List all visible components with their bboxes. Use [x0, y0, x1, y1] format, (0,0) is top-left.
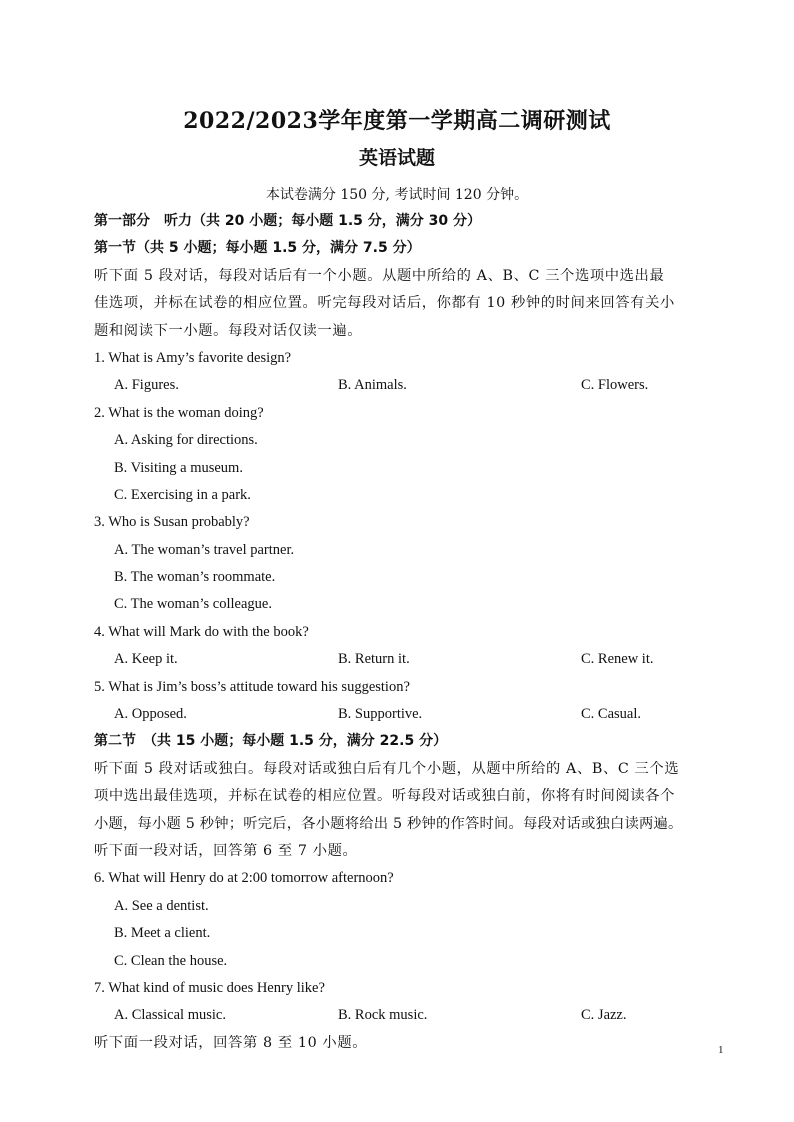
option-b[interactable]: B. The woman’s roommate. — [114, 569, 276, 586]
option-b[interactable]: B. Return it. — [338, 651, 410, 668]
section1-heading: 第一节（共 5 小题；每小题 1.5 分，满分 7.5 分） — [94, 240, 421, 257]
option-a[interactable]: A. Keep it. — [114, 651, 178, 668]
page-number: 1 — [718, 1044, 724, 1056]
option-c[interactable]: C. Renew it. — [581, 651, 654, 668]
section1-instruction-line: 听下面 5 段对话，每段对话后有一个小题。从题中所给的 A、B、C 三个选项中选出最 — [94, 267, 665, 284]
option-b[interactable]: B. Visiting a museum. — [114, 459, 243, 476]
option-c[interactable]: C. Flowers. — [581, 377, 649, 394]
exam-subtitle: 英语试题 — [358, 147, 435, 169]
option-a[interactable]: A. Classical music. — [114, 1007, 226, 1024]
question-7: 7. What kind of music does Henry like? — [94, 979, 325, 996]
question-5: 5. What is Jim’s boss’s attitude toward his suggestion? — [94, 678, 410, 695]
section2-heading: 第二节 （共 15 小题；每小题 1.5 分，满分 22.5 分） — [94, 733, 448, 750]
option-a[interactable]: A. Asking for directions. — [114, 432, 258, 449]
exam-content — [94, 208, 718, 1057]
option-a[interactable]: A. See a dentist. — [114, 897, 209, 914]
section2-instruction-line: 听下面 5 段对话或独白。每段对话或独白后有几个小题，从题中所给的 A、B、C 三个选 — [94, 760, 680, 777]
question-4: 4. What will Mark do with the book? — [94, 623, 309, 640]
option-c[interactable]: C. Jazz. — [581, 1007, 627, 1024]
option-c[interactable]: C. Exercising in a park. — [114, 486, 251, 503]
section2-instruction-line: 项中选出最佳选项，并标在试卷的相应位置。听每段对话或独白前，你将有时间阅读各个 — [94, 788, 675, 805]
part1-heading: 第一部分 听力（共 20 小题；每小题 1.5 分，满分 30 分） — [94, 213, 482, 229]
question-5-options — [94, 701, 718, 728]
section1-instruction-line: 佳选项，并标在试卷的相应位置。听完每段对话后，你都有 10 秒钟的时间来回答有关小 — [94, 295, 675, 312]
option-a[interactable]: A. Opposed. — [114, 706, 187, 723]
option-c[interactable]: C. Clean the house. — [114, 952, 228, 969]
option-b[interactable]: B. Meet a client. — [114, 925, 211, 942]
question-2: 2. What is the woman doing? — [94, 404, 264, 421]
option-a[interactable]: A. Figures. — [114, 377, 179, 394]
option-a[interactable]: A. The woman’s travel partner. — [114, 541, 295, 558]
option-b[interactable]: B. Animals. — [338, 377, 407, 394]
option-b[interactable]: B. Supportive. — [338, 706, 423, 723]
question-4-options — [94, 646, 718, 673]
option-c[interactable]: C. Casual. — [581, 706, 642, 723]
question-7-options — [94, 1002, 718, 1029]
section2-instruction-line: 小题，每小题 5 秒钟；听完后，各小题将给出 5 秒钟的作答时间。每段对话或独白读两遍。 — [94, 815, 683, 832]
option-b[interactable]: B. Rock music. — [338, 1007, 428, 1024]
question-6: 6. What will Henry do at 2:00 tomorrow afternoon? — [94, 870, 394, 887]
dialogue-intro: 听下面一段对话，回答第 6 至 7 小题。 — [94, 842, 358, 859]
exam-title: 2022/2023学年度第一学期高二调研测试 — [183, 108, 611, 134]
question-1-options — [94, 372, 718, 399]
option-c[interactable]: C. The woman’s colleague. — [114, 596, 272, 613]
dialogue-intro: 听下面一段对话，回答第 8 至 10 小题。 — [94, 1034, 368, 1051]
question-3: 3. Who is Susan probably? — [94, 514, 250, 531]
section1-instruction-line: 题和阅读下一小题。每段对话仅读一遍。 — [94, 322, 363, 339]
question-1: 1. What is Amy’s favorite design? — [94, 349, 292, 366]
exam-note: 本试卷满分 150 分, 考试时间 120 分钟。 — [265, 187, 529, 203]
